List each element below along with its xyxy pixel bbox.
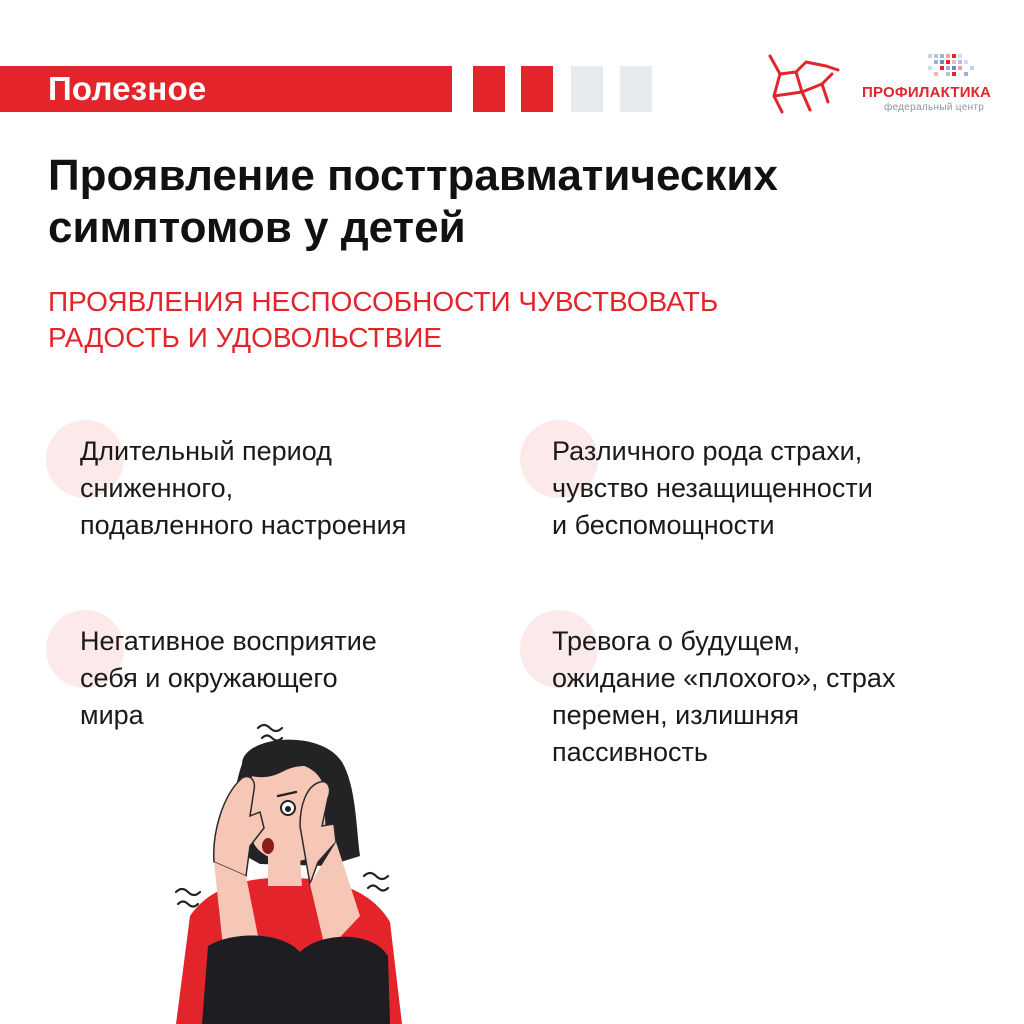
logo-mark-icon: [766, 52, 840, 114]
category-badge: Полезное: [48, 70, 207, 107]
symptom-item-1: Длительный период сниженного, подавленного настроения: [80, 436, 407, 540]
page-title-text: Проявление посттравматических симптомов у детей: [48, 151, 778, 252]
logo-grid-icon: [928, 54, 976, 80]
section-subtitle: [48, 284, 948, 356]
decor-square-red-1: [473, 66, 505, 112]
symptom-item-3: Негативное восприятие себя и окружающего мира: [80, 626, 377, 730]
symptom-item-2: Различного рода страхи, чувство незащищенности и беспомощности: [552, 436, 873, 540]
decor-square-grey-2: [620, 66, 652, 112]
logo-subtitle: федеральный центр: [884, 102, 985, 113]
decor-square-grey-1: [571, 66, 603, 112]
decor-square-red-2: [521, 66, 553, 112]
logo-name: ПРОФИЛАКТИКА: [862, 84, 992, 101]
section-subtitle-text: ПРОЯВЛЕНИЯ НЕСПОСОБНОСТИ ЧУВСТВОВАТЬ РАДОСТЬ И УДОВОЛЬСТВИЕ: [48, 286, 719, 353]
anxious-girl-illustration: [150, 716, 420, 1024]
symptom-item-4: Тревога о будущем, ожидание «плохого», страх перемен, излишняя пассивность: [552, 626, 896, 767]
page-title: [48, 150, 998, 254]
